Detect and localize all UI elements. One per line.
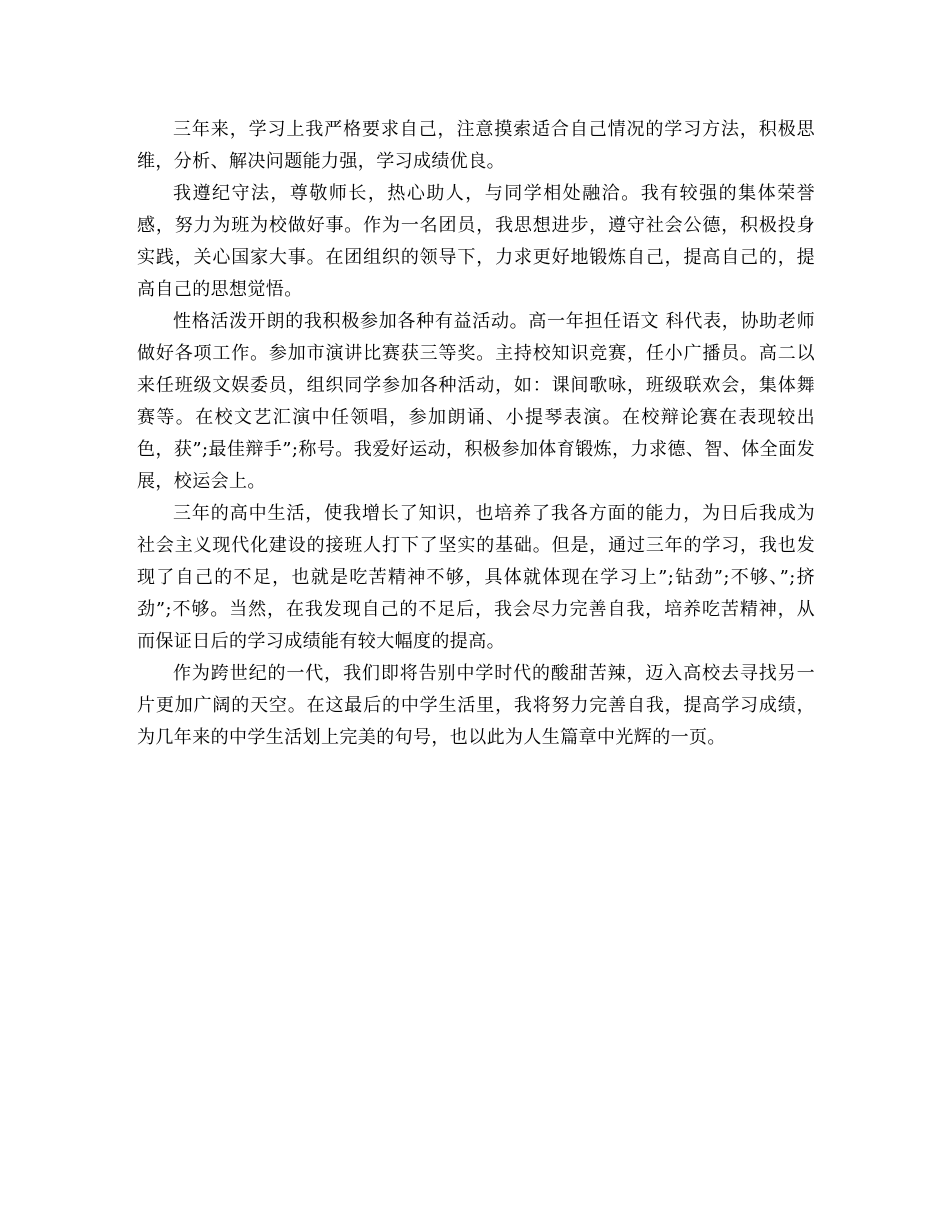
paragraph-conduct: 我遵纪守法，尊敬师长，热心助人，与同学相处融洽。我有较强的集体荣誉感，努力为班为校做好事。作为一名团员，我思想进步，遵守社会公德，积极投身实践，关心国家大事。在团组织的领导下，力求更好地锻炼自己，提高自己的，提高自己的思想觉悟。 — [137, 183, 815, 300]
document-body — [137, 114, 815, 754]
paragraph-study: 三年来，学习上我严格要求自己，注意摸索适合自己情况的学习方法，积极思维，分析、解决问题能力强，学习成绩优良。 — [137, 119, 815, 172]
paragraph-activities: 性格活泼开朗的我积极参加各种有益活动。高一年担任语文 科代表，协助老师做好各项工作。参加市演讲比赛获三等奖。主持校知识竞赛，任小广播员。高二以来任班级文娱委员，组织同学参加各种活动，如：课间歌咏，班级联欢会，集体舞赛等。在校文艺汇演中任领唱，参加朗诵、小提琴表演。在校辩论赛在表现较出色，获”;最佳辩手”;称号。我爱好运动，积极参加体育锻炼，力求德、智、体全面发展，校运会上。 — [137, 311, 815, 492]
paragraph-reflection: 三年的高中生活，使我增长了知识，也培养了我各方面的能力，为日后我成为社会主义现代化建设的接班人打下了坚实的基础。但是，通过三年的学习，我也发现了自己的不足，也就是吃苦精神不够，具体就体现在学习上”;钻劲”;不够、”;挤劲”;不够。当然，在我发现自己的不足后，我会尽力完善自我，培养吃苦精神，从而保证日后的学习成绩能有较大幅度的提高。 — [137, 503, 815, 652]
paragraph-conclusion: 作为跨世纪的一代，我们即将告别中学时代的酸甜苦辣，迈入高校去寻找另一片更加广阔的天空。在这最后的中学生活里，我将努力完善自我，提高学习成绩，为几年来的中学生活划上完美的句号，也以此为人生篇章中光辉的一页。 — [137, 663, 815, 748]
